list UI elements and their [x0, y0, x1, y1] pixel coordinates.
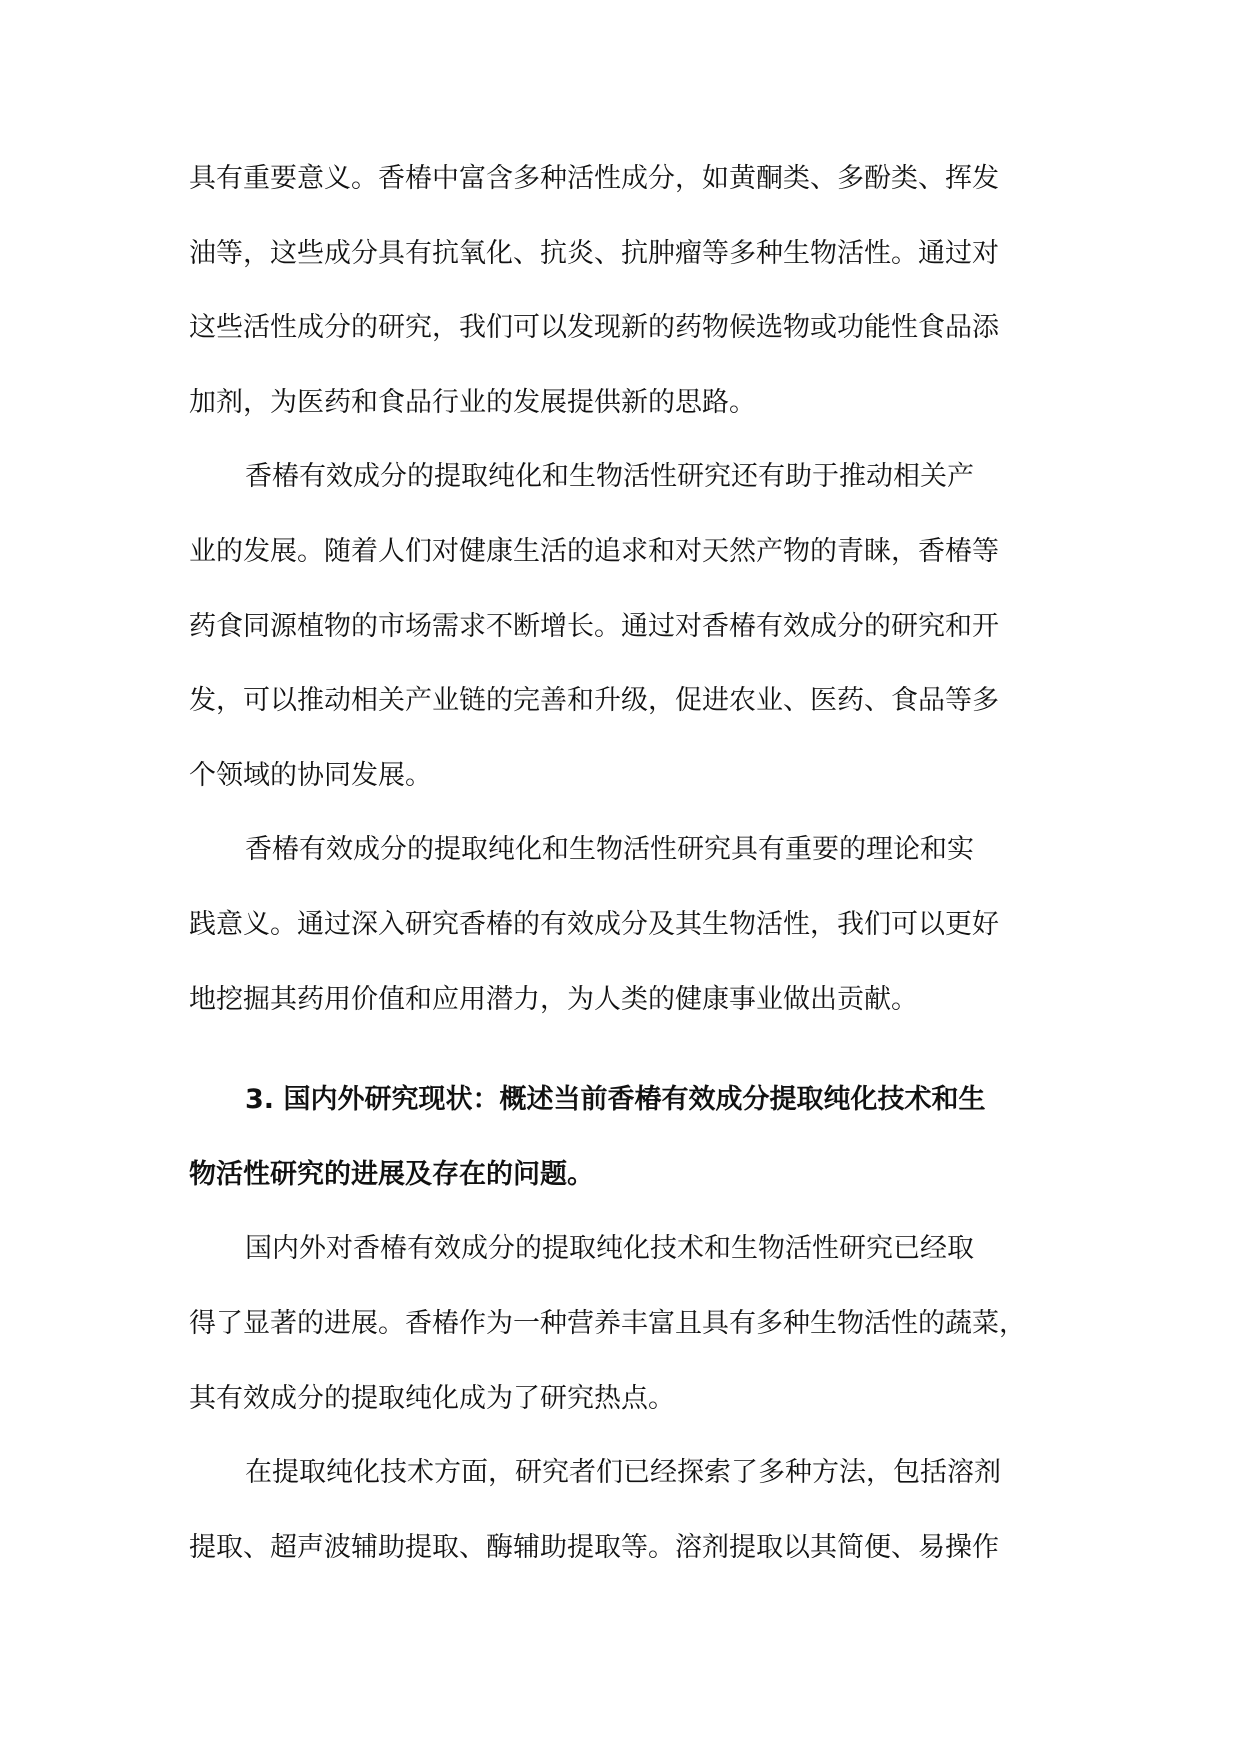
paragraph-line: 其有效成分的提取纯化成为了研究热点。 [189, 1382, 675, 1414]
paragraph-industry-development [189, 440, 1049, 813]
paragraph-line: 地挖掘其药用价值和应用潜力，为人类的健康事业做出贡献。 [189, 983, 918, 1015]
heading-line: 物活性研究的进展及存在的问题。 [189, 1158, 594, 1190]
paragraph-line: 这些活性成分的研究，我们可以发现新的药物候选物或功能性食品添 [189, 312, 999, 344]
paragraph-line: 个领域的协同发展。 [189, 759, 432, 791]
paragraph-line: 得了显著的进展。香椿作为一种营养丰富且具有多种生物活性的蔬菜， [189, 1307, 1026, 1339]
paragraph-line: 在提取纯化技术方面，研究者们已经探索了多种方法，包括溶剂 [245, 1457, 1001, 1489]
paragraph-line: 香椿有效成分的提取纯化和生物活性研究还有助于推动相关产 [245, 461, 974, 493]
paragraph-research-progress [189, 1212, 1049, 1436]
paragraph-line: 香椿有效成分的提取纯化和生物活性研究具有重要的理论和实 [245, 834, 974, 866]
paragraph-line: 发，可以推动相关产业链的完善和升级，促进农业、医药、食品等多 [189, 685, 999, 717]
paragraph-line: 践意义。通过深入研究香椿的有效成分及其生物活性，我们可以更好 [189, 908, 999, 940]
paragraph-significance-applications [189, 142, 1049, 440]
paragraph-line: 国内外对香椿有效成分的提取纯化技术和生物活性研究已经取 [245, 1233, 974, 1265]
paragraph-line: 具有重要意义。香椿中富含多种活性成分，如黄酮类、多酚类、挥发 [189, 163, 999, 194]
section-heading-research-status [189, 1063, 1049, 1212]
paragraph-extraction-methods [189, 1436, 1049, 1585]
paragraph-line: 提取、超声波辅助提取、酶辅助提取等。溶剂提取以其简便、易操作 [189, 1531, 999, 1563]
heading-line: 3. 国内外研究现状：概述当前香椿有效成分提取纯化技术和生 [245, 1084, 986, 1116]
paragraph-theoretical-practical [189, 813, 1049, 1037]
section-spacer [189, 1037, 1049, 1063]
paragraph-line: 加剂，为医药和食品行业的发展提供新的思路。 [189, 386, 756, 418]
paragraph-line: 药食同源植物的市场需求不断增长。通过对香椿有效成分的研究和开 [189, 610, 999, 642]
document-body [189, 142, 1049, 1585]
paragraph-line: 油等，这些成分具有抗氧化、抗炎、抗肿瘤等多种生物活性。通过对 [189, 237, 999, 269]
paragraph-line: 业的发展。随着人们对健康生活的追求和对天然产物的青睐，香椿等 [189, 535, 999, 567]
